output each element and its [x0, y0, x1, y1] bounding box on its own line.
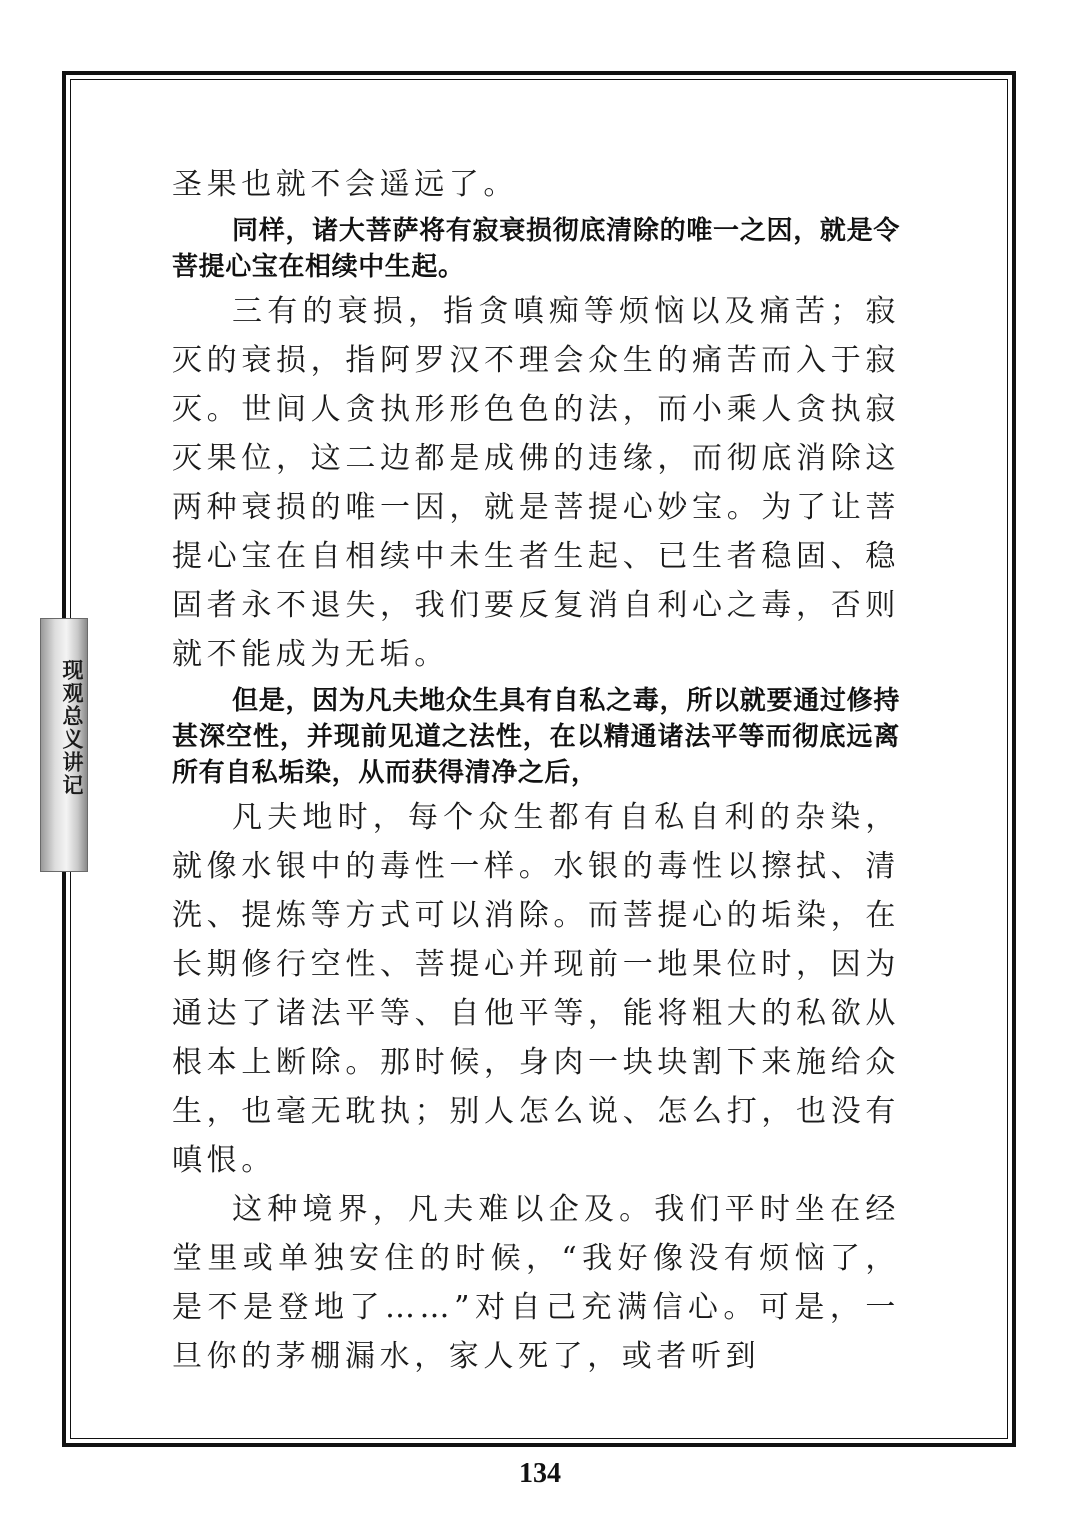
- paragraph-5: 凡夫地时，每个众生都有自私自利的杂染，就像水银中的毒性一样。水银的毒性以擦拭、清洗、提炼等方式可以消除。而菩提心的垢染，在长期修行空性、菩提心并现前一地果位时，因为通达了诸法平等、自他平等，能将粗大的私欲从根本上断除。那时候，身肉一块块割下来施给众生，也毫无耽执；别人怎么说、怎么打，也没有嗔恨。: [172, 800, 900, 1178]
- paragraph-6: 这种境界，凡夫难以企及。我们平时坐在经堂里或单独安住的时候，“我好像没有烦恼了，是不是登地了……”对自己充满信心。可是，一旦你的茅棚漏水，家人死了，或者听到: [172, 1192, 900, 1374]
- side-tab: [40, 618, 88, 872]
- side-tab-title: 现观总义讲记: [60, 659, 85, 797]
- paragraph-3: 三有的衰损，指贪嗔痴等烦恼以及痛苦；寂灭的衰损，指阿罗汉不理会众生的痛苦而入于寂灭。世间人贪执形形色色的法，而小乘人贪执寂灭果位，这二边都是成佛的违缘，而彻底消除这两种衰损的唯一因，就是菩提心妙宝。为了让菩提心宝在自相续中未生者生起、已生者稳固、稳固者永不退失，我们要反复消自利心之毒，否则就不能成为无垢。: [172, 294, 900, 672]
- paragraph-4-bold: 但是，因为凡夫地众生具有自私之毒，所以就要通过修持甚深空性，并现前见道之法性，在以精通诸法平等而彻底远离所有自私垢染，从而获得清净之后，: [172, 686, 900, 788]
- body-text: [172, 160, 900, 1381]
- paragraph-2-bold: 同样，诸大菩萨将有寂衰损彻底清除的唯一之因，就是令菩提心宝在相续中生起。: [172, 216, 900, 282]
- paragraph-1: 圣果也就不会遥远了。: [172, 167, 518, 202]
- page-number: 134: [519, 1458, 561, 1489]
